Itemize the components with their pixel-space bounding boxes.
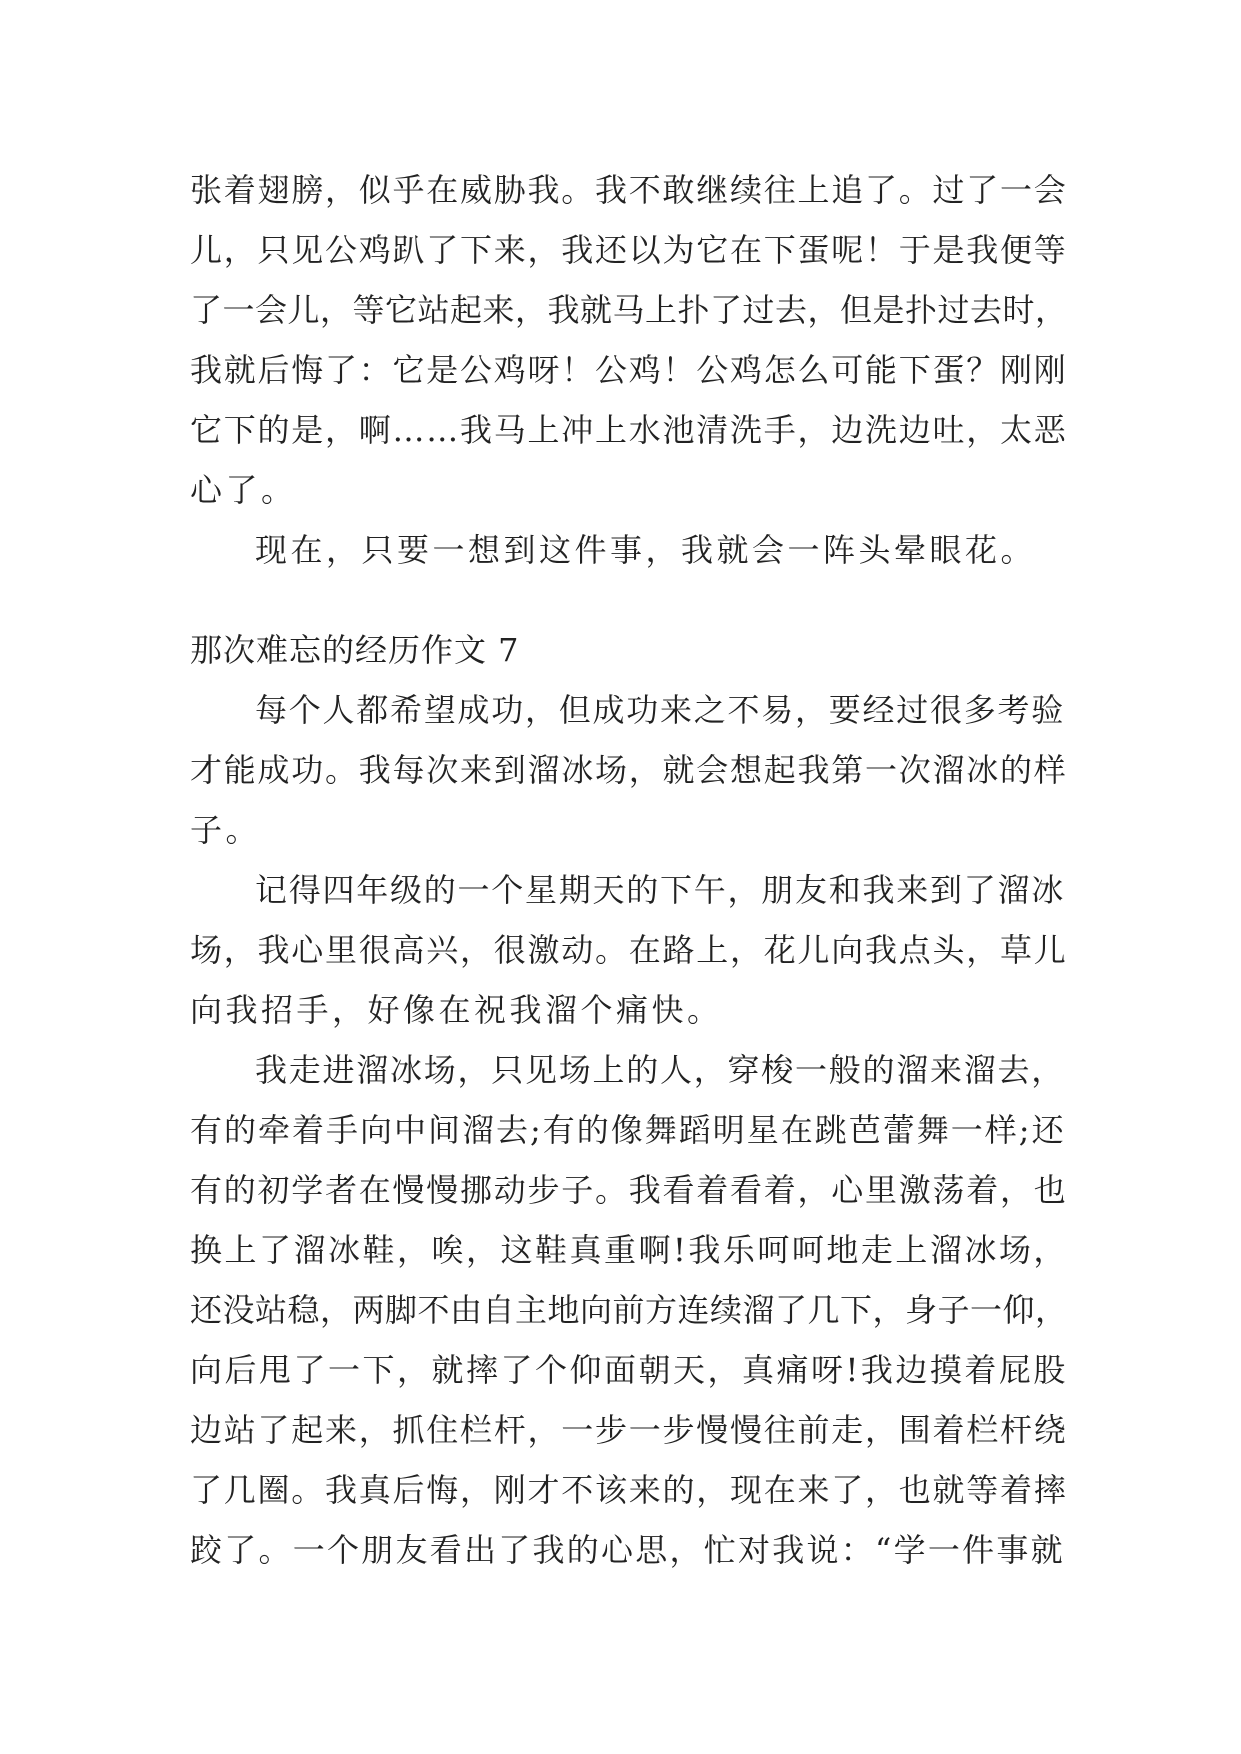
paragraph-line: 边站了起来，抓住栏杆，一步一步慢慢往前走，围着栏杆绕 xyxy=(190,1411,1068,1449)
paragraph-line: 现在，只要一想到这件事，我就会一阵头晕眼花。 xyxy=(255,531,1037,569)
paragraph-line: 还没站稳，两脚不由自主地向前方连续溜了几下，身子一仰， xyxy=(190,1291,1068,1329)
paragraph-line: 我就后悔了：它是公鸡呀！公鸡！公鸡怎么可能下蛋？刚刚 xyxy=(190,351,1068,389)
paragraph-line: 我走进溜冰场，只见场上的人，穿梭一般的溜来溜去， xyxy=(255,1051,1066,1089)
paragraph-line: 向我招手，好像在祝我溜个痛快。 xyxy=(190,991,723,1029)
paragraph-line: 场，我心里很高兴，很激动。在路上，花儿向我点头，草儿 xyxy=(190,931,1068,969)
paragraph-line: 心了。 xyxy=(190,471,297,509)
paragraph-line: 有的牵着手向中间溜去;有的像舞蹈明星在跳芭蕾舞一样;还 xyxy=(190,1111,1066,1149)
paragraph-line: 才能成功。我每次来到溜冰场，就会想起我第一次溜冰的样 xyxy=(190,751,1068,789)
paragraph-line: 了一会儿，等它站起来，我就马上扑了过去，但是扑过去时， xyxy=(190,291,1068,329)
paragraph-line: 跤了。一个朋友看出了我的心思，忙对我说：“学一件事就 xyxy=(190,1531,1065,1569)
section-title: 那次难忘的经历作文 7 xyxy=(190,631,520,669)
paragraph-line: 换上了溜冰鞋，唉，这鞋真重啊!我乐呵呵地走上溜冰场， xyxy=(190,1231,1068,1269)
paragraph-line: 有的初学者在慢慢挪动步子。我看着看着，心里激荡着，也 xyxy=(190,1171,1068,1209)
paragraph-line: 儿，只见公鸡趴了下来，我还以为它在下蛋呢！于是我便等 xyxy=(190,231,1068,269)
paragraph-line: 每个人都希望成功，但成功来之不易，要经过很多考验 xyxy=(255,691,1066,729)
paragraph-line: 记得四年级的一个星期天的下午，朋友和我来到了溜冰 xyxy=(255,871,1066,909)
paragraph-line: 了几圈。我真后悔，刚才不该来的，现在来了，也就等着摔 xyxy=(190,1471,1068,1509)
paragraph-line: 向后甩了一下，就摔了个仰面朝天，真痛呀!我边摸着屁股 xyxy=(190,1351,1068,1389)
paragraph-line: 它下的是，啊……我马上冲上水池清洗手，边洗边吐，太恶 xyxy=(190,411,1068,449)
paragraph-line: 子。 xyxy=(190,811,262,849)
paragraph-line: 张着翅膀，似乎在威胁我。我不敢继续往上追了。过了一会 xyxy=(190,171,1068,209)
